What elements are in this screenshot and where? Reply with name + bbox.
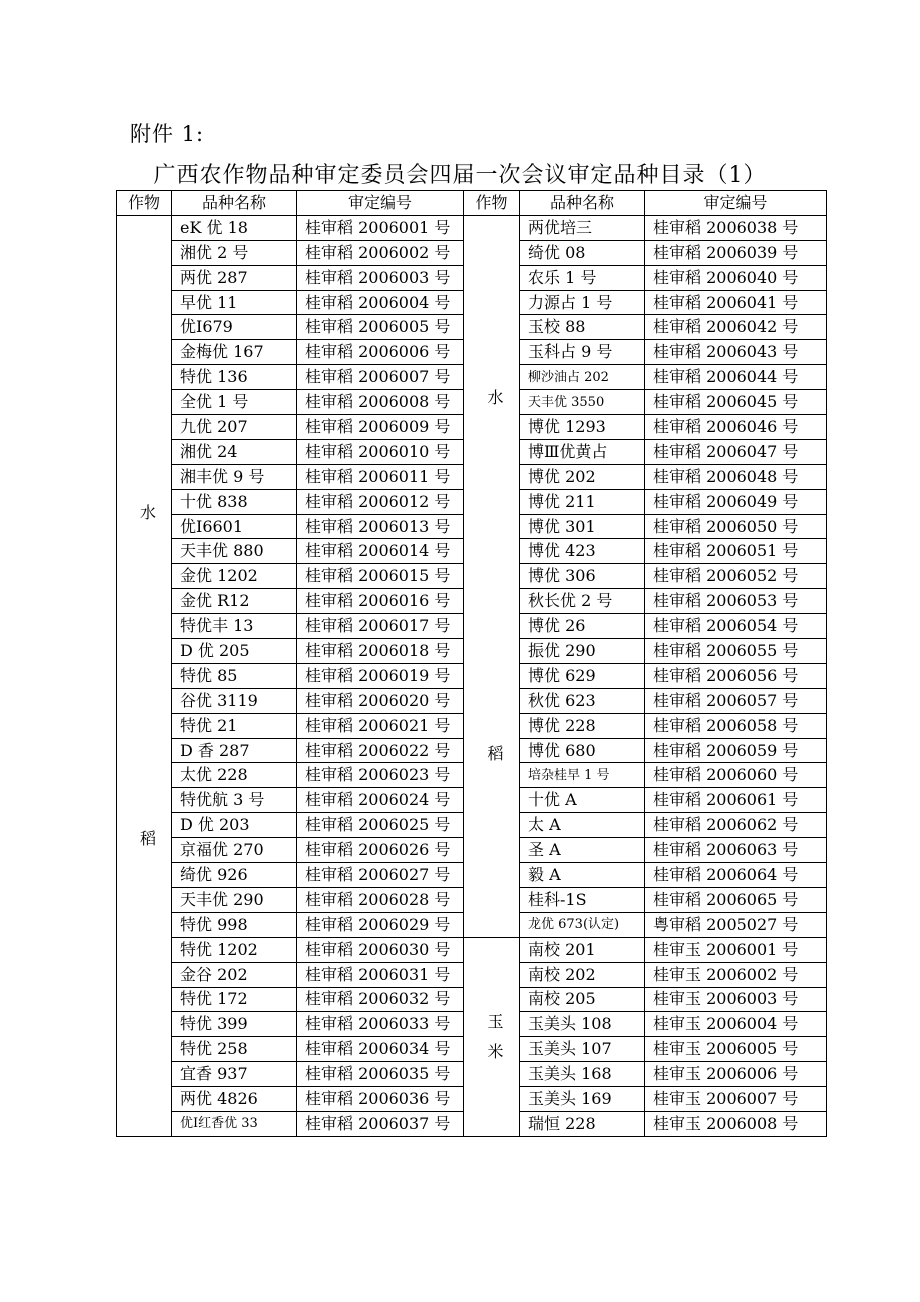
variety-name: 优Ⅰ6601 bbox=[172, 514, 297, 539]
approval-code: 桂审稻 2006036 号 bbox=[297, 1087, 464, 1112]
approval-code: 桂审稻 2006050 号 bbox=[645, 514, 827, 539]
header-crop-left: 作物 bbox=[117, 191, 172, 216]
table-body bbox=[117, 215, 827, 1136]
variety-name: 九优 207 bbox=[172, 415, 297, 440]
approval-code: 桂审稻 2006039 号 bbox=[645, 240, 827, 265]
approval-code: 桂审稻 2006032 号 bbox=[297, 987, 464, 1012]
variety-name: 天丰优 880 bbox=[172, 539, 297, 564]
variety-name: 玉美头 168 bbox=[520, 1062, 645, 1087]
crop-cell-rice-right-char-2: 稻 bbox=[487, 744, 504, 764]
approval-code: 桂审玉 2006001 号 bbox=[645, 937, 827, 962]
variety-name: 博优 211 bbox=[520, 489, 645, 514]
variety-name: 博优 423 bbox=[520, 539, 645, 564]
variety-name: 博优 1293 bbox=[520, 415, 645, 440]
approval-code: 桂审稻 2006037 号 bbox=[297, 1111, 464, 1136]
approval-code: 桂审稻 2006059 号 bbox=[645, 738, 827, 763]
variety-name: 特优 85 bbox=[172, 663, 297, 688]
approval-code: 桂审稻 2006020 号 bbox=[297, 688, 464, 713]
crop-cell-corn-char-1: 玉 bbox=[487, 1011, 504, 1031]
variety-name: 玉美头 108 bbox=[520, 1012, 645, 1037]
variety-name: 秋优 623 bbox=[520, 688, 645, 713]
approval-code: 桂审稻 2006042 号 bbox=[645, 315, 827, 340]
variety-name: 宜香 937 bbox=[172, 1062, 297, 1087]
approval-code: 桂审稻 2006019 号 bbox=[297, 663, 464, 688]
crop-cell-corn bbox=[464, 937, 520, 1136]
variety-name: 太 A bbox=[520, 813, 645, 838]
approval-code: 桂审玉 2006003 号 bbox=[645, 987, 827, 1012]
approval-code: 桂审稻 2006027 号 bbox=[297, 863, 464, 888]
variety-name: 天丰优 3550 bbox=[520, 390, 645, 415]
variety-name: 两优 287 bbox=[172, 265, 297, 290]
approval-code: 桂审稻 2006063 号 bbox=[645, 838, 827, 863]
approval-code: 桂审稻 2006025 号 bbox=[297, 813, 464, 838]
approval-code: 桂审稻 2006065 号 bbox=[645, 887, 827, 912]
approval-code: 桂审玉 2006007 号 bbox=[645, 1087, 827, 1112]
table-row bbox=[117, 937, 827, 962]
variety-name: 优Ⅰ679 bbox=[172, 315, 297, 340]
variety-name: 博优 629 bbox=[520, 663, 645, 688]
approval-code: 桂审稻 2006047 号 bbox=[645, 439, 827, 464]
header-crop-right: 作物 bbox=[464, 191, 520, 216]
approval-code: 桂审稻 2006056 号 bbox=[645, 663, 827, 688]
crop-cell-rice-left-char-1: 水 bbox=[139, 502, 156, 522]
variety-name: 特优 998 bbox=[172, 912, 297, 937]
variety-name: 博优 202 bbox=[520, 464, 645, 489]
variety-name: 振优 290 bbox=[520, 639, 645, 664]
variety-name: 湘丰优 9 号 bbox=[172, 464, 297, 489]
variety-name: D 香 287 bbox=[172, 738, 297, 763]
crop-cell-rice-right-char-1: 水 bbox=[487, 388, 504, 408]
variety-name: eK 优 18 bbox=[172, 215, 297, 240]
header-code-right: 审定编号 bbox=[645, 191, 827, 216]
variety-name: 玉美头 169 bbox=[520, 1087, 645, 1112]
variety-name: 特优 399 bbox=[172, 1012, 297, 1037]
approval-code: 桂审稻 2006024 号 bbox=[297, 788, 464, 813]
variety-name: 培杂桂早 1 号 bbox=[520, 763, 645, 788]
approval-code: 桂审稻 2006046 号 bbox=[645, 415, 827, 440]
approval-code: 桂审稻 2006054 号 bbox=[645, 614, 827, 639]
variety-name: 博优 228 bbox=[520, 713, 645, 738]
approval-code: 桂审稻 2006034 号 bbox=[297, 1037, 464, 1062]
approval-code: 桂审稻 2006016 号 bbox=[297, 589, 464, 614]
variety-name: 特优 1202 bbox=[172, 937, 297, 962]
variety-name: 绮优 08 bbox=[520, 240, 645, 265]
variety-name: 南校 202 bbox=[520, 962, 645, 987]
approval-code: 桂审稻 2006001 号 bbox=[297, 215, 464, 240]
variety-name: 南校 205 bbox=[520, 987, 645, 1012]
variety-name: 十优 A bbox=[520, 788, 645, 813]
approval-code: 桂审稻 2006030 号 bbox=[297, 937, 464, 962]
approval-code: 桂审稻 2006014 号 bbox=[297, 539, 464, 564]
variety-name: D 优 205 bbox=[172, 639, 297, 664]
attachment-label: 附件 1: bbox=[130, 122, 205, 146]
approval-code: 桂审稻 2006045 号 bbox=[645, 390, 827, 415]
variety-name: 玉美头 107 bbox=[520, 1037, 645, 1062]
approval-code: 桂审稻 2006049 号 bbox=[645, 489, 827, 514]
variety-name: 天丰优 290 bbox=[172, 887, 297, 912]
variety-name: 柳沙油占 202 bbox=[520, 365, 645, 390]
variety-name: 湘优 2 号 bbox=[172, 240, 297, 265]
approval-code: 桂审稻 2006048 号 bbox=[645, 464, 827, 489]
variety-name: 太优 228 bbox=[172, 763, 297, 788]
approval-code: 桂审稻 2006006 号 bbox=[297, 340, 464, 365]
variety-name: 桂科-1S bbox=[520, 887, 645, 912]
approval-code: 桂审玉 2006004 号 bbox=[645, 1012, 827, 1037]
variety-name: 毅 A bbox=[520, 863, 645, 888]
variety-name: 圣 A bbox=[520, 838, 645, 863]
approval-code: 桂审稻 2006009 号 bbox=[297, 415, 464, 440]
approval-code: 桂审稻 2006013 号 bbox=[297, 514, 464, 539]
variety-name: 谷优 3119 bbox=[172, 688, 297, 713]
approval-code: 桂审玉 2006002 号 bbox=[645, 962, 827, 987]
variety-name: 十优 838 bbox=[172, 489, 297, 514]
variety-name: 瑞恒 228 bbox=[520, 1111, 645, 1136]
variety-name: 博优 301 bbox=[520, 514, 645, 539]
approval-code: 桂审稻 2006003 号 bbox=[297, 265, 464, 290]
variety-name: 特优航 3 号 bbox=[172, 788, 297, 813]
variety-name: 绮优 926 bbox=[172, 863, 297, 888]
approval-code: 桂审稻 2006026 号 bbox=[297, 838, 464, 863]
approval-code: 桂审稻 2006060 号 bbox=[645, 763, 827, 788]
variety-name: 博优 26 bbox=[520, 614, 645, 639]
variety-name: 特优 136 bbox=[172, 365, 297, 390]
approval-code: 粤审稻 2005027 号 bbox=[645, 912, 827, 937]
crop-cell-rice-left bbox=[117, 215, 172, 1136]
crop-cell-corn-char-2: 米 bbox=[487, 1041, 504, 1061]
approval-code: 桂审稻 2006051 号 bbox=[645, 539, 827, 564]
approval-code: 桂审稻 2006055 号 bbox=[645, 639, 827, 664]
variety-name: 力源占 1 号 bbox=[520, 290, 645, 315]
variety-name: 金谷 202 bbox=[172, 962, 297, 987]
variety-catalog-table bbox=[116, 190, 827, 1137]
variety-name: 京福优 270 bbox=[172, 838, 297, 863]
variety-name: 全优 1 号 bbox=[172, 390, 297, 415]
variety-name: 农乐 1 号 bbox=[520, 265, 645, 290]
approval-code: 桂审稻 2006012 号 bbox=[297, 489, 464, 514]
approval-code: 桂审稻 2006017 号 bbox=[297, 614, 464, 639]
variety-name: 博优 306 bbox=[520, 564, 645, 589]
approval-code: 桂审稻 2006002 号 bbox=[297, 240, 464, 265]
variety-name: 龙优 673(认定) bbox=[520, 912, 645, 937]
variety-name: 博优 680 bbox=[520, 738, 645, 763]
approval-code: 桂审玉 2006005 号 bbox=[645, 1037, 827, 1062]
variety-name: 玉校 88 bbox=[520, 315, 645, 340]
header-variety-left: 品种名称 bbox=[172, 191, 297, 216]
approval-code: 桂审稻 2006053 号 bbox=[645, 589, 827, 614]
approval-code: 桂审稻 2006005 号 bbox=[297, 315, 464, 340]
variety-name: 秋长优 2 号 bbox=[520, 589, 645, 614]
approval-code: 桂审玉 2006006 号 bbox=[645, 1062, 827, 1087]
variety-name: 金梅优 167 bbox=[172, 340, 297, 365]
variety-name: D 优 203 bbox=[172, 813, 297, 838]
approval-code: 桂审稻 2006057 号 bbox=[645, 688, 827, 713]
approval-code: 桂审稻 2006004 号 bbox=[297, 290, 464, 315]
table-header-row bbox=[117, 191, 827, 216]
variety-name: 金优 1202 bbox=[172, 564, 297, 589]
variety-name: 博Ⅲ优黄占 bbox=[520, 439, 645, 464]
crop-cell-rice-right bbox=[464, 215, 520, 937]
approval-code: 桂审稻 2006028 号 bbox=[297, 887, 464, 912]
approval-code: 桂审稻 2006031 号 bbox=[297, 962, 464, 987]
table-row bbox=[117, 215, 827, 240]
approval-code: 桂审稻 2006058 号 bbox=[645, 713, 827, 738]
variety-name: 特优 21 bbox=[172, 713, 297, 738]
variety-name: 玉科占 9 号 bbox=[520, 340, 645, 365]
crop-cell-rice-left-char-2: 稻 bbox=[139, 828, 156, 848]
approval-code: 桂审稻 2006038 号 bbox=[645, 215, 827, 240]
approval-code: 桂审稻 2006008 号 bbox=[297, 390, 464, 415]
variety-name: 两优 4826 bbox=[172, 1087, 297, 1112]
variety-name: 金优 R12 bbox=[172, 589, 297, 614]
approval-code: 桂审稻 2006062 号 bbox=[645, 813, 827, 838]
approval-code: 桂审稻 2006015 号 bbox=[297, 564, 464, 589]
approval-code: 桂审稻 2006052 号 bbox=[645, 564, 827, 589]
approval-code: 桂审稻 2006022 号 bbox=[297, 738, 464, 763]
approval-code: 桂审稻 2006021 号 bbox=[297, 713, 464, 738]
approval-code: 桂审稻 2006035 号 bbox=[297, 1062, 464, 1087]
approval-code: 桂审稻 2006061 号 bbox=[645, 788, 827, 813]
variety-name: 优Ⅰ红香优 33 bbox=[172, 1111, 297, 1136]
approval-code: 桂审稻 2006043 号 bbox=[645, 340, 827, 365]
header-variety-right: 品种名称 bbox=[520, 191, 645, 216]
variety-name: 两优培三 bbox=[520, 215, 645, 240]
approval-code: 桂审稻 2006011 号 bbox=[297, 464, 464, 489]
approval-code: 桂审玉 2006008 号 bbox=[645, 1111, 827, 1136]
approval-code: 桂审稻 2006041 号 bbox=[645, 290, 827, 315]
variety-name: 特优 172 bbox=[172, 987, 297, 1012]
variety-name: 南校 201 bbox=[520, 937, 645, 962]
header-code-left: 审定编号 bbox=[297, 191, 464, 216]
variety-name: 特优 258 bbox=[172, 1037, 297, 1062]
approval-code: 桂审稻 2006007 号 bbox=[297, 365, 464, 390]
approval-code: 桂审稻 2006023 号 bbox=[297, 763, 464, 788]
variety-name: 早优 11 bbox=[172, 290, 297, 315]
approval-code: 桂审稻 2006029 号 bbox=[297, 912, 464, 937]
approval-code: 桂审稻 2006010 号 bbox=[297, 439, 464, 464]
document-title: 广西农作物品种审定委员会四届一次会议审定品种目录（1） bbox=[153, 163, 767, 188]
variety-name: 湘优 24 bbox=[172, 439, 297, 464]
approval-code: 桂审稻 2006044 号 bbox=[645, 365, 827, 390]
approval-code: 桂审稻 2006018 号 bbox=[297, 639, 464, 664]
approval-code: 桂审稻 2006033 号 bbox=[297, 1012, 464, 1037]
approval-code: 桂审稻 2006064 号 bbox=[645, 863, 827, 888]
variety-name: 特优丰 13 bbox=[172, 614, 297, 639]
approval-code: 桂审稻 2006040 号 bbox=[645, 265, 827, 290]
